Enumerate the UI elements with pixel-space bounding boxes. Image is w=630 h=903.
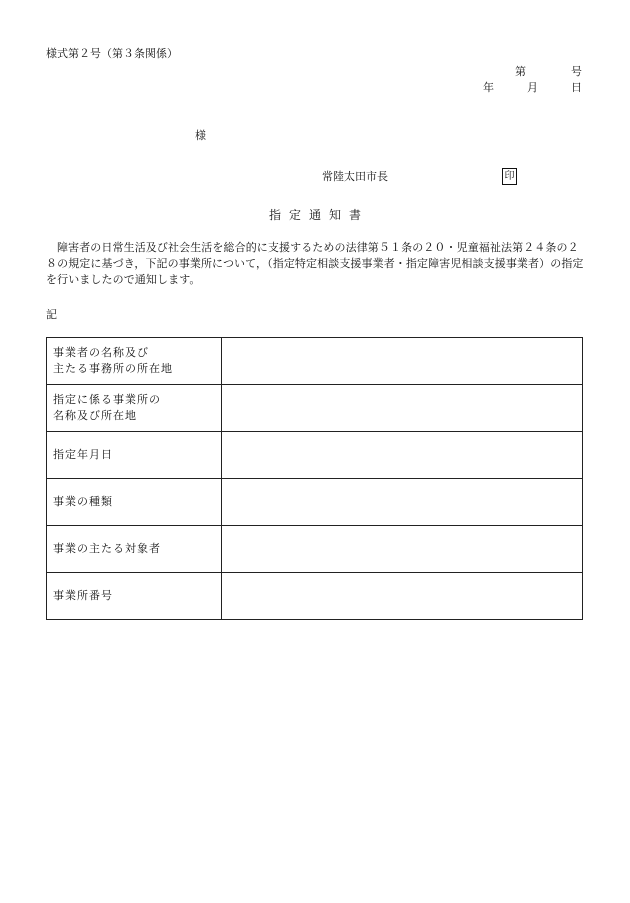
label-line: 事業の主たる対象者 (53, 542, 161, 555)
row-label-business-type (47, 479, 222, 526)
table-row (47, 432, 583, 479)
date-day-label: 日 (571, 81, 582, 94)
document-title: 指定通知書 (268, 208, 369, 222)
date-month-label: 月 (527, 81, 538, 94)
date-year-label: 年 (483, 81, 494, 94)
notice-body: 障害者の日常生活及び社会生活を総合的に支援するための法律第５１条の２０・児童福祉法第２４条の２８の規定に基づき，下記の事業所について，（指定特定相談支援事業者・指定障害児相談支援事業者）の指定を行いましたので通知します。 (46, 241, 584, 286)
label-line: 指定に係る事業所の (53, 393, 161, 406)
row-value-operator[interactable] (222, 338, 583, 385)
row-value-target-users[interactable] (222, 526, 583, 573)
table-row (47, 479, 583, 526)
form-number: 様式第２号（第３条関係） (46, 47, 178, 60)
row-label-facility (47, 385, 222, 432)
row-label-facility-number (47, 573, 222, 620)
label-line: 名称及び所在地 (53, 409, 137, 422)
document-number-dai: 第 (515, 65, 526, 78)
table-row (47, 526, 583, 573)
row-label-designation-date (47, 432, 222, 479)
row-label-target-users (47, 526, 222, 573)
label-line: 主たる事務所の所在地 (53, 362, 173, 375)
table-row (47, 338, 583, 385)
row-value-facility-number[interactable] (222, 573, 583, 620)
label-line: 指定年月日 (53, 448, 113, 461)
ki-heading: 記 (46, 308, 57, 321)
row-label-operator (47, 338, 222, 385)
table-row (47, 573, 583, 620)
label-line: 事業者の名称及び (53, 346, 149, 359)
designation-info-table (46, 337, 583, 620)
table-row (47, 385, 583, 432)
document-number-go: 号 (571, 65, 582, 78)
row-value-business-type[interactable] (222, 479, 583, 526)
row-value-designation-date[interactable] (222, 432, 583, 479)
seal-stamp: 印 (502, 168, 517, 185)
label-line: 事業の種類 (53, 495, 113, 508)
issuer-name: 常陸太田市長 (322, 170, 388, 183)
row-value-facility[interactable] (222, 385, 583, 432)
addressee-suffix: 様 (195, 129, 206, 142)
label-line: 事業所番号 (53, 589, 113, 602)
